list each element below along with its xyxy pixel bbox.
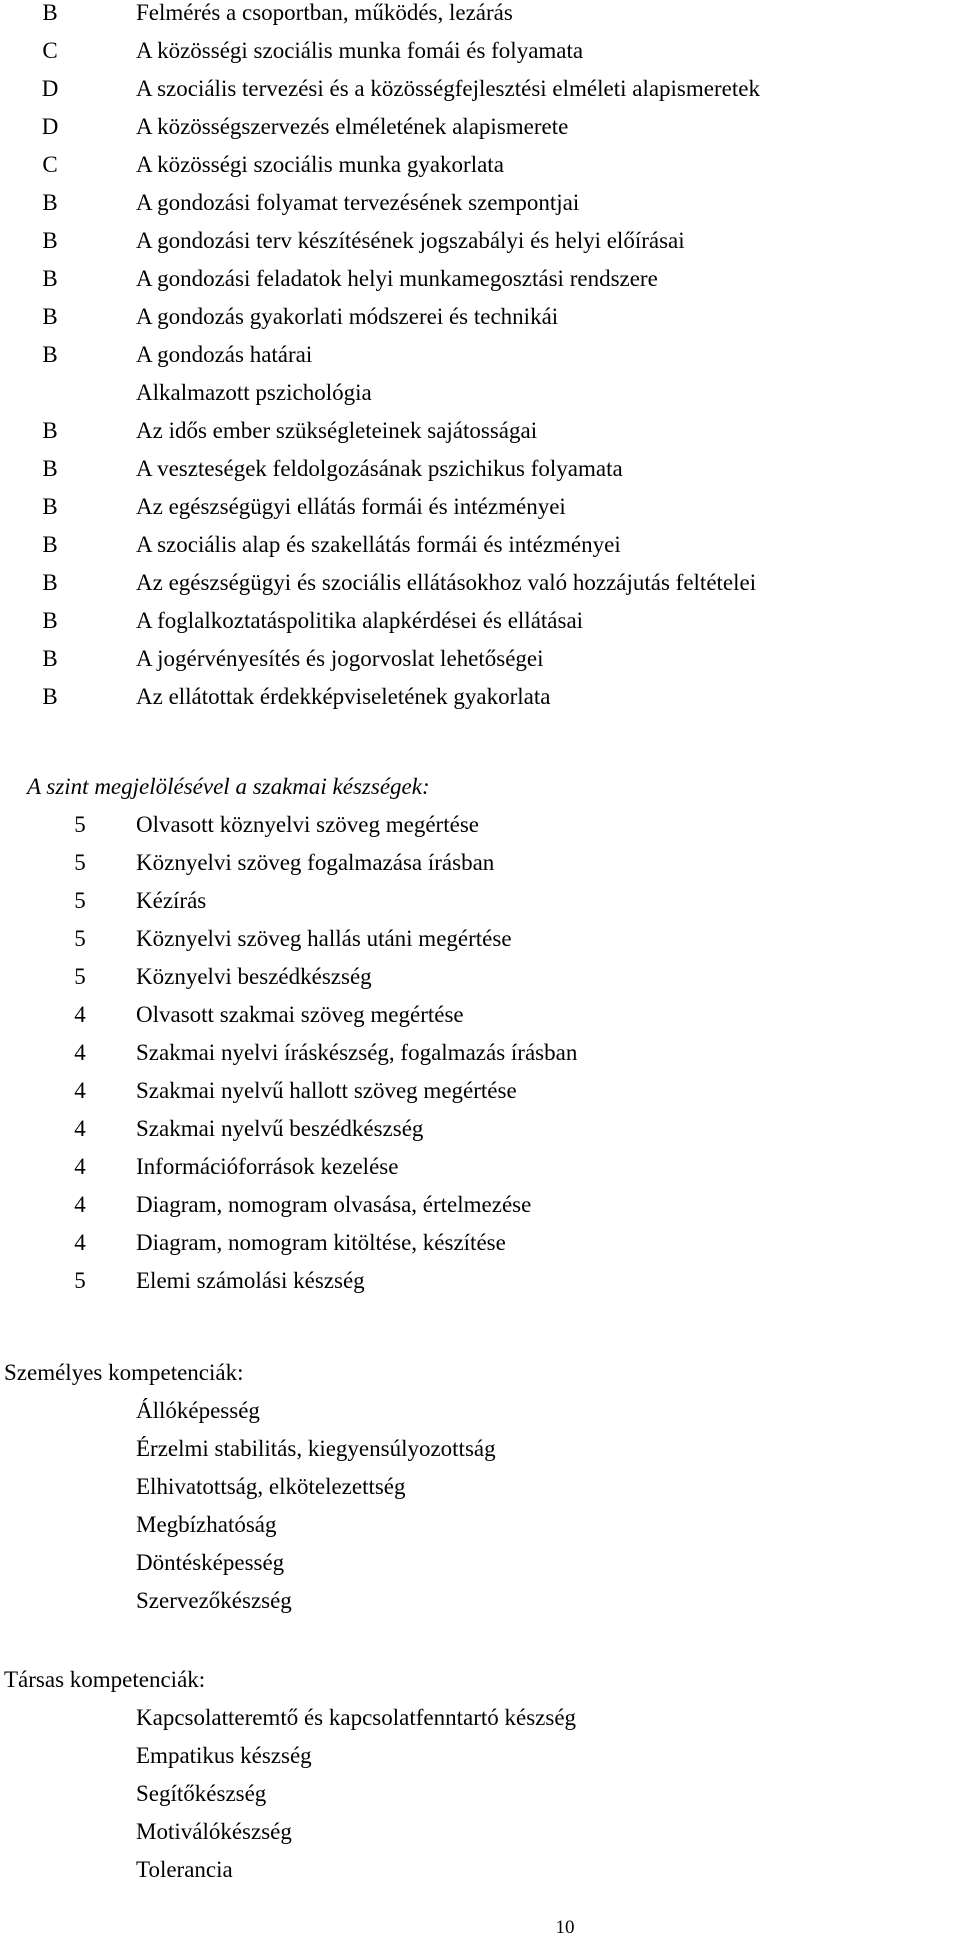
social-item-text: Motiválókészség	[136, 1819, 292, 1844]
skill-level: 5	[74, 850, 86, 875]
topic-code: C	[42, 152, 58, 177]
topic-code: B	[42, 0, 58, 25]
topic-text: Alkalmazott pszichológia	[136, 380, 372, 405]
skill-level: 5	[74, 926, 86, 951]
topic-code: B	[42, 418, 58, 443]
topic-text: Az egészségügyi ellátás formái és intézményei	[136, 494, 566, 519]
social-item-text: Tolerancia	[136, 1857, 233, 1882]
social-item-text: Segítőkészség	[136, 1781, 267, 1806]
topic-text: A gondozási folyamat tervezésének szempontjai	[136, 190, 580, 215]
topic-text: A gondozási terv készítésének jogszabályi és helyi előírásai	[136, 228, 685, 253]
skill-level: 5	[74, 888, 86, 913]
topic-text: A gondozási feladatok helyi munkamegosztási rendszere	[136, 266, 658, 291]
topic-code: B	[42, 494, 58, 519]
topic-code: B	[42, 228, 58, 253]
skill-level: 4	[74, 1002, 86, 1027]
skill-text: Szakmai nyelvű hallott szöveg megértése	[136, 1078, 517, 1103]
skill-text: Elemi számolási készség	[136, 1268, 365, 1293]
skill-text: Szakmai nyelvi íráskészség, fogalmazás írásban	[136, 1040, 578, 1065]
skill-level: 4	[74, 1078, 86, 1103]
social-item-text: Empatikus készség	[136, 1743, 312, 1768]
skill-level: 5	[74, 812, 86, 837]
topic-text: A foglalkoztatáspolitika alapkérdései és ellátásai	[136, 608, 584, 633]
topic-text: A közösségszervezés elméletének alapismerete	[136, 114, 569, 139]
topic-code: B	[42, 304, 58, 329]
skill-text: Olvasott köznyelvi szöveg megértése	[136, 812, 479, 837]
skill-level: 5	[74, 964, 86, 989]
personal-item-text: Érzelmi stabilitás, kiegyensúlyozottság	[136, 1436, 496, 1461]
skill-text: Információforrások kezelése	[136, 1154, 399, 1179]
personal-item-text: Állóképesség	[136, 1398, 260, 1423]
topic-text: A szociális tervezési és a közösségfejlesztési elméleti alapismeretek	[136, 76, 760, 101]
topic-code: B	[42, 342, 58, 367]
topic-text: A gondozás határai	[136, 342, 313, 367]
skill-level: 4	[74, 1192, 86, 1217]
topic-code: D	[41, 76, 59, 101]
topic-text: Az egészségügyi és szociális ellátásokhoz való hozzájutás feltételei	[136, 570, 757, 595]
skill-level: 4	[74, 1230, 86, 1255]
social-item-text: Kapcsolatteremtő és kapcsolatfenntartó készség	[136, 1705, 577, 1730]
topic-text: A szociális alap és szakellátás formái és intézményei	[136, 532, 621, 557]
personal-item-text: Elhivatottság, elkötelezettség	[136, 1474, 406, 1499]
skill-text: Diagram, nomogram kitöltése, készítése	[136, 1230, 506, 1255]
personal-item-text: Döntésképesség	[136, 1550, 285, 1575]
skill-text: Köznyelvi szöveg hallás utáni megértése	[136, 926, 512, 951]
topic-code: B	[42, 532, 58, 557]
skill-level: 4	[74, 1040, 86, 1065]
topic-code: B	[42, 570, 58, 595]
page-number: 10	[555, 1917, 575, 1938]
personal-item-text: Szervezőkészség	[136, 1588, 292, 1613]
skill-text: Szakmai nyelvű beszédkészség	[136, 1116, 424, 1141]
topic-code: B	[42, 684, 58, 709]
social-competencies-heading: Társas kompetenciák:	[4, 1667, 206, 1692]
topic-code: B	[42, 266, 58, 291]
skill-text: Köznyelvi beszédkészség	[136, 964, 372, 989]
topic-text: A közösségi szociális munka gyakorlata	[136, 152, 504, 177]
topic-text: A gondozás gyakorlati módszerei és technikái	[136, 304, 559, 329]
skill-level: 4	[74, 1154, 86, 1179]
personal-item-text: Megbízhatóság	[136, 1512, 277, 1537]
personal-competencies-heading: Személyes kompetenciák:	[4, 1360, 244, 1385]
skill-text: Olvasott szakmai szöveg megértése	[136, 1002, 464, 1027]
topic-code: D	[41, 114, 59, 139]
skill-level: 4	[74, 1116, 86, 1141]
skill-text: Kézírás	[136, 888, 207, 913]
skill-text: Köznyelvi szöveg fogalmazása írásban	[136, 850, 495, 875]
topic-text: Az idős ember szükségleteinek sajátosságai	[136, 418, 538, 443]
topic-code: B	[42, 646, 58, 671]
topic-code: C	[42, 38, 58, 63]
skills-heading: A szint megjelölésével a szakmai készségek:	[27, 774, 430, 799]
skill-level: 5	[74, 1268, 86, 1293]
topic-text: Az ellátottak érdekképviseletének gyakorlata	[136, 684, 551, 709]
skill-text: Diagram, nomogram olvasása, értelmezése	[136, 1192, 532, 1217]
topic-text: A veszteségek feldolgozásának pszichikus folyamata	[136, 456, 623, 481]
topic-text: A jogérvényesítés és jogorvoslat lehetőségei	[136, 646, 544, 671]
topic-code: B	[42, 190, 58, 215]
topic-text: A közösségi szociális munka fomái és folyamata	[136, 38, 584, 63]
topic-code: B	[42, 608, 58, 633]
topic-text: Felmérés a csoportban, működés, lezárás	[136, 0, 513, 25]
topic-code: B	[42, 456, 58, 481]
